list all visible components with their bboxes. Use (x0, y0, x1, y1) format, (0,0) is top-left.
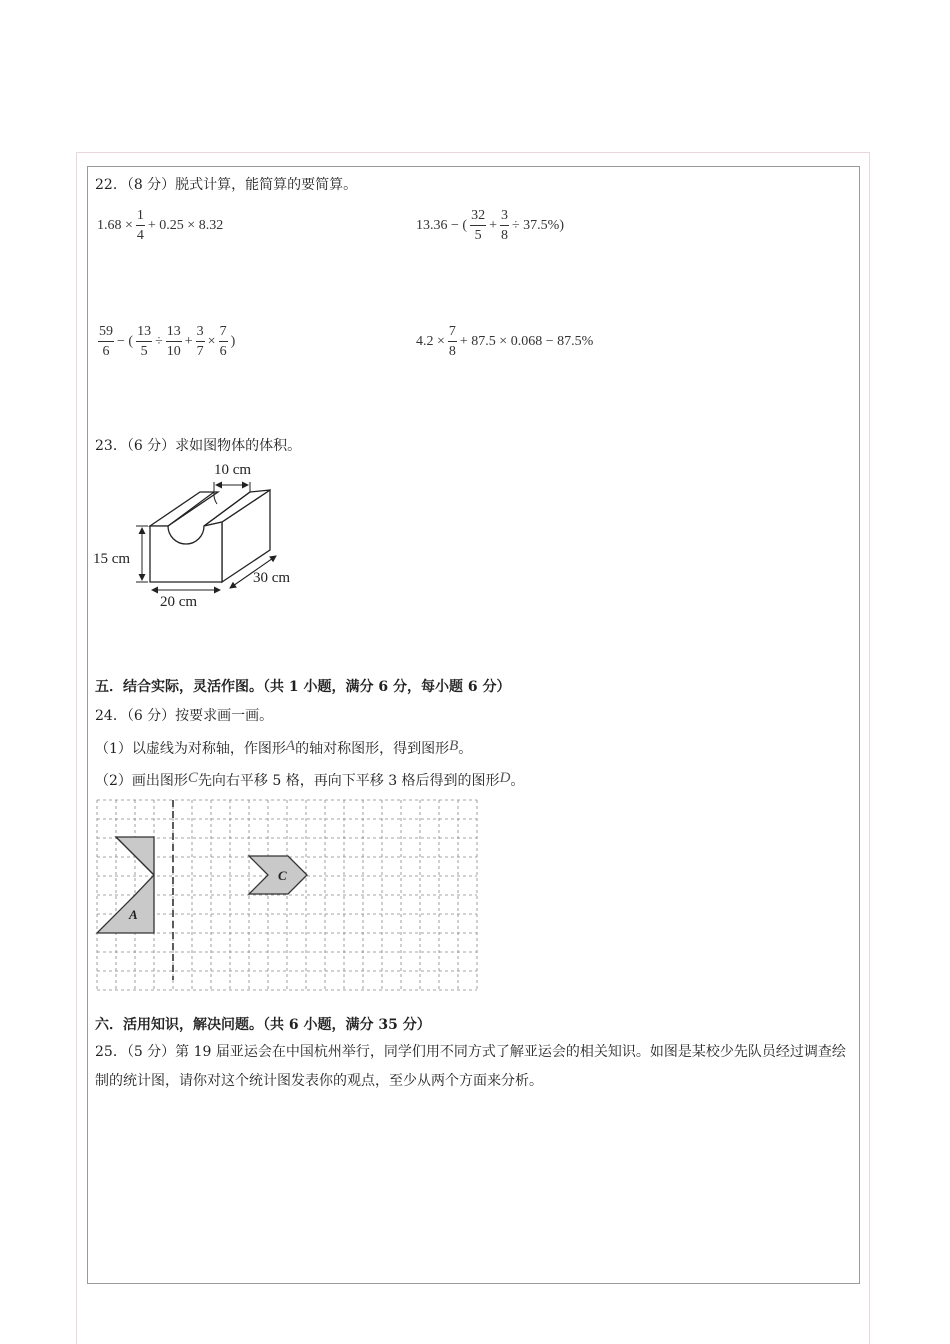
dim-depth-label: 30 cm (253, 570, 291, 586)
block-figure (90, 458, 320, 616)
numerator: 59 (98, 322, 114, 342)
q25-text: 25．（5 分）第 19 届亚运会在中国杭州举行，同学们用不同方式了解亚运会的相关知识。如图是某校少先队员经过调查绘制的统计图，请你对这个统计图发表你的观点，至少从两个方面来分析。 (95, 1044, 846, 1089)
fraction (136, 322, 152, 361)
numerator: 13 (166, 322, 182, 342)
expr-part: 4.2 × (416, 333, 445, 349)
denominator: 6 (102, 344, 110, 359)
q23-title: 23．（6 分）求如图物体的体积。 (95, 438, 302, 454)
step-text: 。 (458, 741, 473, 757)
denominator: 5 (474, 228, 482, 243)
expr-part: + (184, 333, 193, 349)
expr-part: 13.36 − ( (416, 217, 468, 233)
q24-title: 24．（6 分）按要求画一画。 (95, 708, 274, 724)
section-5-title: 五．结合实际，灵活作图。（共 1 小题，满分 6 分，每小题 6 分） (95, 679, 511, 695)
q22-expr-2 (415, 206, 565, 245)
section-6-title: 六．活用知识，解决问题。（共 6 小题，满分 35 分） (95, 1017, 431, 1033)
var-c: C (187, 770, 198, 786)
label-a: A (129, 907, 138, 922)
denominator: 7 (196, 344, 204, 359)
denominator: 10 (166, 344, 181, 359)
expr-part: 1.68 × (97, 217, 133, 233)
q22-title: 22．（8 分）脱式计算，能简算的要简算。 (95, 177, 358, 193)
q22-expr-3 (96, 322, 236, 361)
denominator: 8 (500, 228, 508, 243)
dim-top-label: 10 cm (214, 462, 252, 478)
var-b: B (449, 738, 459, 754)
fraction (136, 206, 145, 245)
expr-part: − ( (117, 333, 134, 349)
fraction (166, 322, 182, 361)
expr-part: + 0.25 × 8.32 (147, 217, 224, 233)
var-d: D (499, 770, 511, 786)
expr-part: + (489, 217, 497, 233)
q24-step-1 (95, 737, 472, 758)
step-text: 先向右平移 5 格，再向下平移 3 格后得到的图形 (197, 773, 500, 789)
step-text: （1）以虚线为对称轴，作图形 (95, 741, 286, 757)
dim-height-label: 15 cm (93, 551, 131, 567)
label-c: C (278, 868, 287, 883)
numerator: 13 (136, 322, 152, 342)
numerator: 3 (196, 322, 205, 342)
fraction (196, 322, 205, 361)
var-a: A (285, 738, 296, 754)
numerator: 1 (136, 206, 145, 226)
fraction (448, 322, 457, 361)
shape-a (97, 837, 154, 933)
numerator: 7 (448, 322, 457, 342)
step-text: 的轴对称图形，得到图形 (295, 741, 450, 757)
numerator: 7 (219, 322, 228, 342)
q22-expr-1 (96, 206, 224, 245)
fraction (470, 206, 486, 245)
expr-part: × (207, 333, 216, 349)
expr-part: ÷ 37.5%) (511, 217, 564, 233)
denominator: 4 (136, 228, 144, 243)
denominator: 5 (140, 344, 148, 359)
expr-part: ÷ (155, 333, 163, 349)
fraction (500, 206, 509, 245)
numerator: 3 (500, 206, 509, 226)
denominator: 8 (448, 344, 456, 359)
denominator: 6 (219, 344, 227, 359)
step-text: 。 (510, 773, 525, 789)
fraction (219, 322, 228, 361)
q24-step-2 (95, 769, 524, 790)
q22-expr-4 (415, 322, 594, 361)
fraction (98, 322, 114, 361)
expr-part: + 87.5 × 0.068 − 87.5% (459, 333, 594, 349)
step-text: （2）画出图形 (95, 773, 188, 789)
numerator: 32 (470, 206, 486, 226)
dim-width-label: 20 cm (160, 594, 198, 610)
expr-part: ) (230, 333, 236, 349)
grid-figure (95, 796, 481, 992)
